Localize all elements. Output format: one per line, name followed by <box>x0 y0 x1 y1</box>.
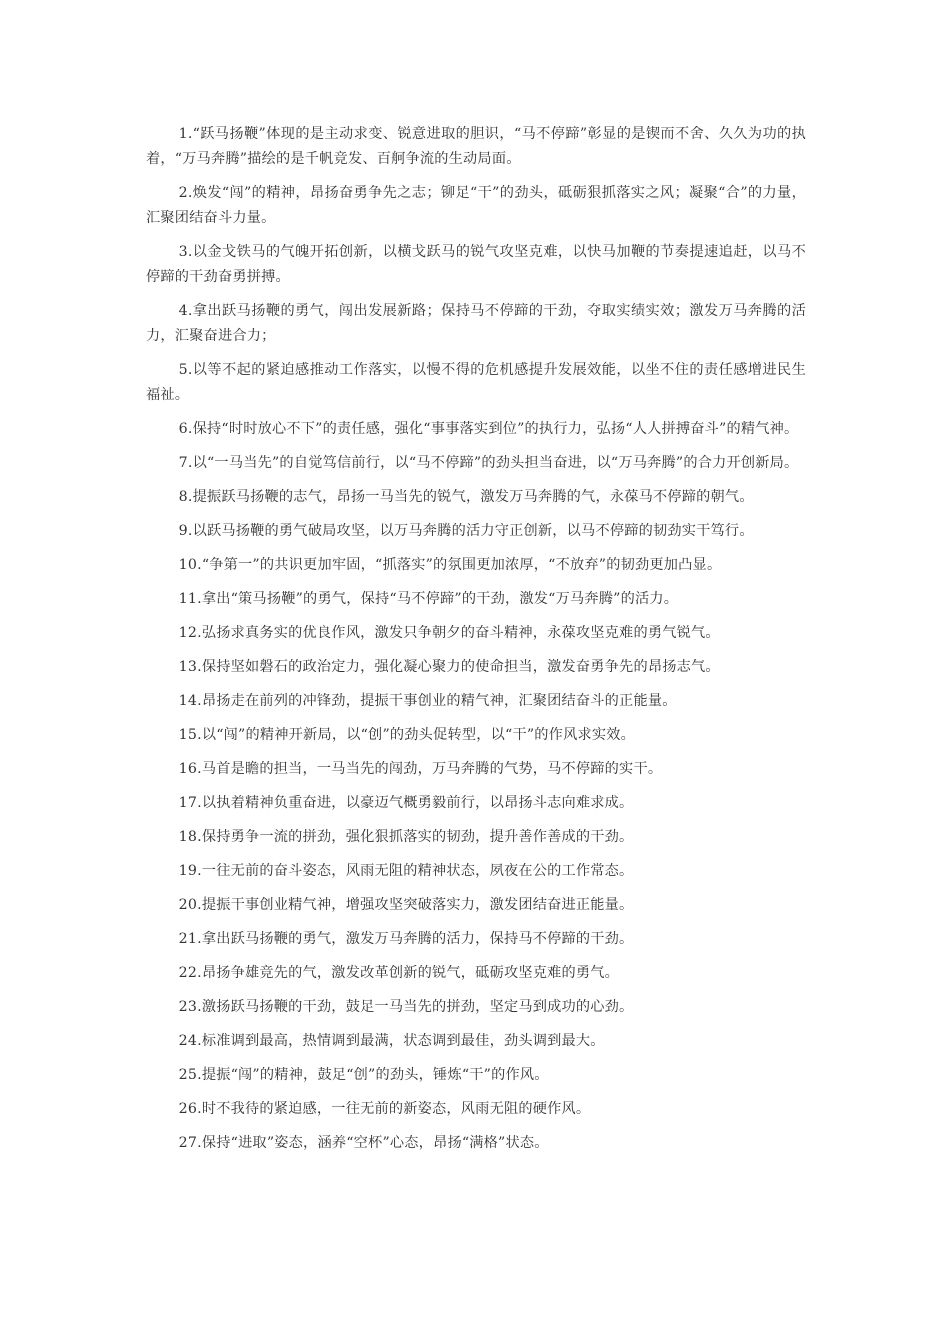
list-item: 19.一往无前的奋斗姿态，风雨无阻的精神状态，夙夜在公的工作常态。 <box>178 863 634 879</box>
list-item: 9.以跃马扬鞭的勇气破局攻坚，以万马奔腾的活力守正创新，以马不停蹄的韧劲实干笃行。 <box>178 523 754 539</box>
list-item: 24.标准调到最高，热情调到最满，状态调到最佳，劲头调到最大。 <box>178 1033 605 1049</box>
list-item: 25.提振“闯”的精神，鼓足“创”的劲头，锤炼“干”的作风。 <box>178 1067 549 1083</box>
list-item: 7.以“一马当先”的自觉笃信前行，以“马不停蹄”的劲头担当奋进，以“万马奔腾”的合力开创新局。 <box>178 455 799 471</box>
list-item: 1.“跃马扬鞭”体现的是主动求变、锐意进取的胆识，“马不停蹄”彰显的是锲而不舍、久久为功的执着，“万马奔腾”描绘的是千帆竞发、百舸争流的生动局面。 <box>146 126 806 167</box>
list-item: 12.弘扬求真务实的优良作风，激发只争朝夕的奋斗精神，永葆攻坚克难的勇气锐气。 <box>178 625 720 641</box>
list-item: 16.马首是瞻的担当，一马当先的闯劲，万马奔腾的气势，马不停蹄的实干。 <box>178 761 663 777</box>
list-item: 13.保持坚如磐石的政治定力，强化凝心聚力的使命担当，激发奋勇争先的昂扬志气。 <box>178 659 720 675</box>
list-item: 2.焕发“闯”的精神，昂扬奋勇争先之志；铆足“干”的劲头，砥砺狠抓落实之风；凝聚“合”的力量，汇聚团结奋斗力量。 <box>146 185 806 226</box>
list-item: 6.保持“时时放心不下”的责任感，强化“事事落实到位”的执行力，弘扬“人人拼搏奋斗”的精气神。 <box>178 421 799 437</box>
list-item: 5.以等不起的紧迫感推动工作落实，以慢不得的危机感提升发展效能，以坐不住的责任感增进民生福祉。 <box>146 362 806 403</box>
list-item: 22.昂扬争雄竞先的气，激发改革创新的锐气，砥砺攻坚克难的勇气。 <box>178 965 620 981</box>
list-item: 15.以“闯”的精神开新局，以“创”的劲头促转型，以“干”的作风求实效。 <box>178 727 636 743</box>
list-item: 18.保持勇争一流的拼劲，强化狠抓落实的韧劲，提升善作善成的干劲。 <box>178 829 634 845</box>
list-item: 27.保持“进取”姿态，涵养“空杯”心态，昂扬“满格”状态。 <box>178 1135 549 1151</box>
list-item: 21.拿出跃马扬鞭的勇气，激发万马奔腾的活力，保持马不停蹄的干劲。 <box>178 931 634 947</box>
list-item: 3.以金戈铁马的气魄开拓创新，以横戈跃马的锐气攻坚克难，以快马加鞭的节奏提速追赶，以马不停蹄的干劲奋勇拼搏。 <box>146 244 806 285</box>
list-item: 11.拿出“策马扬鞭”的勇气，保持“马不停蹄”的干劲，激发“万马奔腾”的活力。 <box>178 591 679 607</box>
list-item: 8.提振跃马扬鞭的志气，昂扬一马当先的锐气，激发万马奔腾的气，永葆马不停蹄的朝气。 <box>178 489 754 505</box>
list-item: 4.拿出跃马扬鞭的勇气，闯出发展新路；保持马不停蹄的干劲，夺取实绩实效；激发万马奔腾的活力，汇聚奋进合力； <box>146 303 806 344</box>
list-item: 26.时不我待的紧迫感，一往无前的新姿态，风雨无阻的硬作风。 <box>178 1101 591 1117</box>
list-item: 14.昂扬走在前列的冲锋劲，提振干事创业的精气神，汇聚团结奋斗的正能量。 <box>178 693 677 709</box>
list-item: 17.以执着精神负重奋进，以豪迈气概勇毅前行，以昂扬斗志向难求成。 <box>178 795 634 811</box>
list-item: 23.激扬跃马扬鞭的干劲，鼓足一马当先的拼劲，坚定马到成功的心劲。 <box>178 999 634 1015</box>
document-body <box>146 122 806 1165</box>
list-item: 20.提振干事创业精气神，增强攻坚突破落实力，激发团结奋进正能量。 <box>178 897 634 913</box>
list-item: 10.“争第一”的共识更加牢固，“抓落实”的氛围更加浓厚，“不放弃”的韧劲更加凸显。 <box>178 557 722 573</box>
